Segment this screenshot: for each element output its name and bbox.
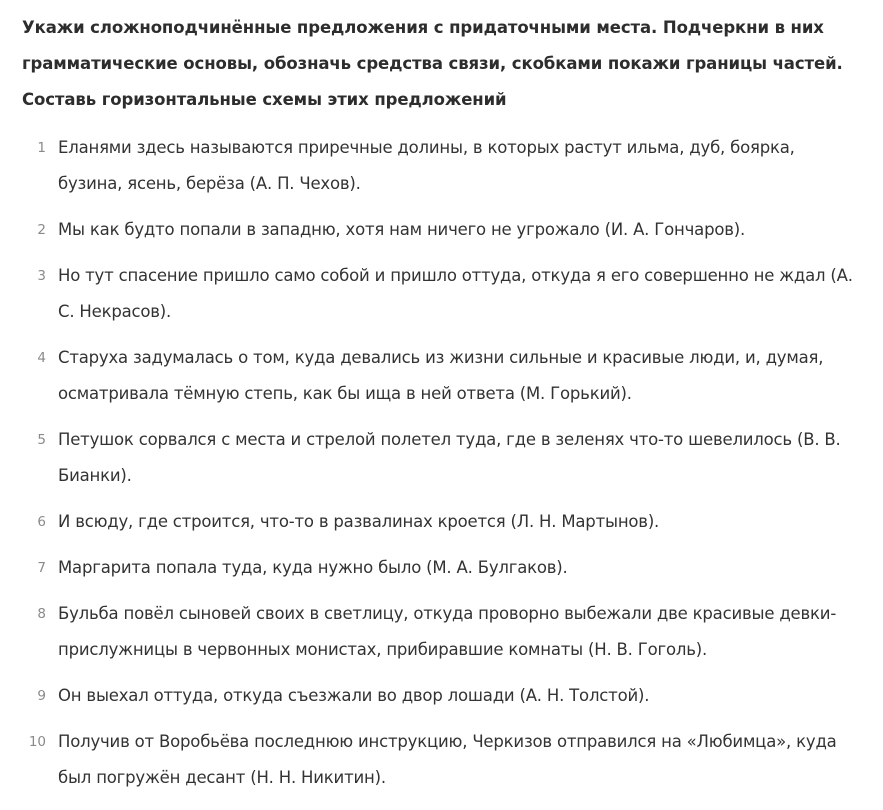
list-item	[22, 596, 863, 668]
list-item	[22, 258, 863, 330]
list-item-text: Еланями здесь называются приречные долины, в которых растут ильма, дуб, боярка, бузина, ясень, берёза (А. П. Чехов).	[58, 138, 795, 193]
list-item-text: Маргарита попала туда, куда нужно было (М. А. Булгаков).	[58, 558, 568, 577]
list-item-number: 10	[28, 734, 46, 750]
list-item-number: 9	[37, 688, 46, 704]
list-item	[22, 504, 863, 540]
list-item-number: 4	[37, 350, 46, 366]
list-item	[22, 724, 863, 796]
list-item-text: И всюду, где строится, что-то в развалинах кроется (Л. Н. Мартынов).	[58, 512, 660, 531]
list-item-number: 3	[37, 268, 46, 284]
list-item-text: Но тут спасение пришло само собой и пришло оттуда, откуда я его совершенно не ждал (А. С. Некрасов).	[58, 266, 853, 321]
list-item	[22, 130, 863, 202]
list-item	[22, 550, 863, 586]
list-item	[22, 340, 863, 412]
list-item	[22, 422, 863, 494]
list-item	[22, 212, 863, 248]
list-item-text: Старуха задумалась о том, куда девались из жизни сильные и красивые люди, и, думая, осматривала тёмную степь, как бы ища в ней ответа (М. Горький).	[58, 348, 824, 403]
list-item-text: Он выехал оттуда, откуда съезжали во двор лошади (А. Н. Толстой).	[58, 686, 650, 705]
list-item-number: 5	[37, 432, 46, 448]
list-item-number: 8	[37, 606, 46, 622]
list-item	[22, 678, 863, 714]
list-item-text: Петушок сорвался с места и стрелой полетел туда, где в зеленях что-то шевелилось (В. В. Бианки).	[58, 430, 841, 485]
list-item-text: Получив от Воробьёва последнюю инструкцию, Черкизов отправился на «Любимца», куда был погружён десант (Н. Н. Никитин).	[58, 732, 837, 787]
list-item-number: 7	[37, 560, 46, 576]
list-item-number: 6	[37, 514, 46, 530]
list-item-number: 1	[37, 140, 46, 156]
list-item-text: Мы как будто попали в западню, хотя нам ничего не угрожало (И. А. Гончаров).	[58, 220, 746, 239]
sentence-list	[22, 130, 863, 796]
task-title: Укажи сложноподчинённые предложения с придаточными места. Подчеркни в них грамматические основы, обозначь средства связи, скобками покажи границы частей. Составь горизонтальные схемы этих предложений	[22, 18, 843, 109]
list-item-text: Бульба повёл сыновей своих в светлицу, откуда проворно выбежали две красивые девки-прислужницы в червонных монистах, прибиравшие комнаты (Н. В. Гоголь).	[58, 604, 837, 659]
list-item-number: 2	[37, 222, 46, 238]
